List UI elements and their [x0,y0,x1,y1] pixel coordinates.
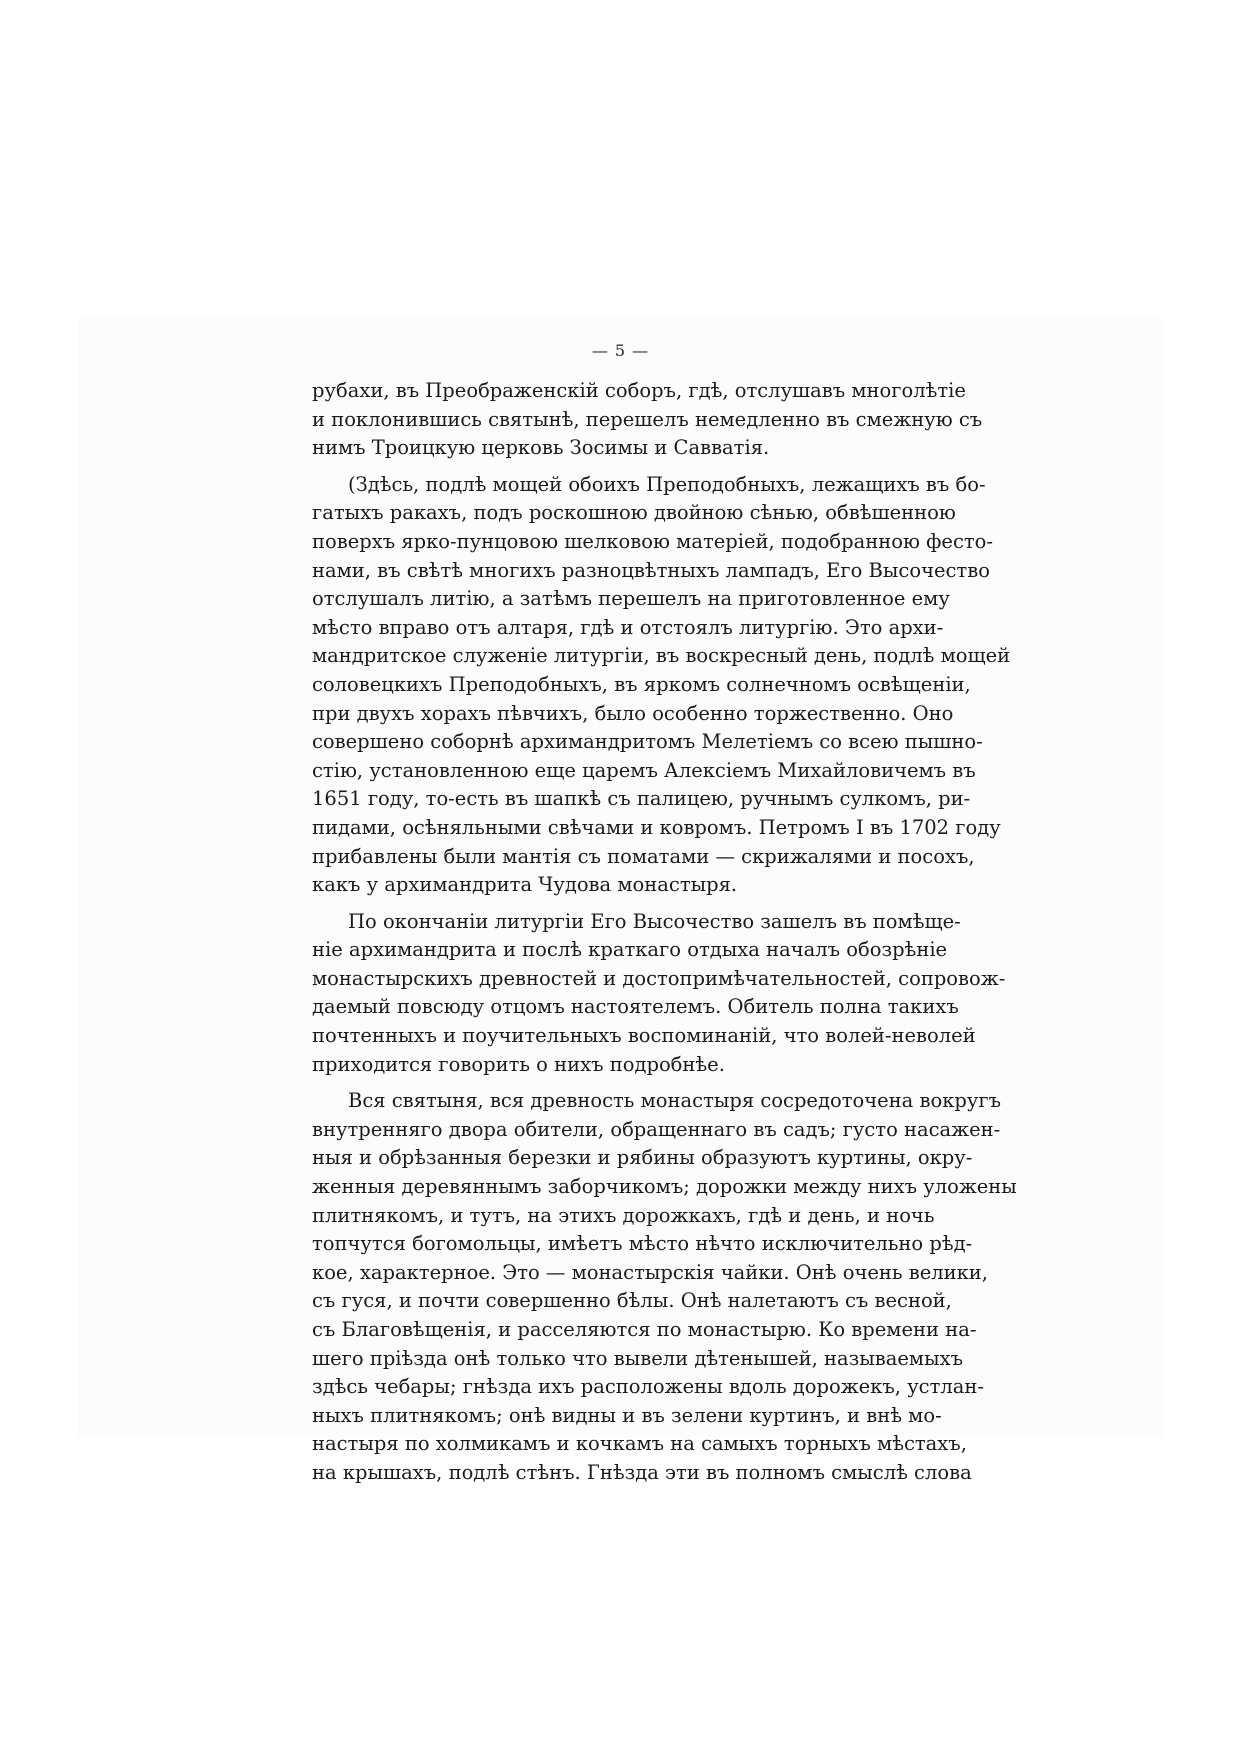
text-line: ніе архимандрита и послѣ краткаго отдыха началъ обозрѣніе [312,938,948,962]
paragraph [312,377,983,463]
text-line: ныя и обрѣзанныя березки и рябины образуютъ куртины, окру- [312,1146,973,1170]
text-line: ныхъ плитнякомъ; онѣ видны и въ зелени куртинъ, и внѣ мо- [312,1403,942,1427]
body-text [312,377,1017,1488]
text-line: почтенныхъ и поучительныхъ воспоминаній, что волей-неволей [312,1024,976,1048]
paragraph [312,908,1006,1080]
text-line: совершено соборнѣ архимандритомъ Мелетіемъ со всею пышно- [312,730,983,754]
text-line: прибавлены были мантія съ поматами — скрижалями и посохъ, [312,844,975,868]
text-line: 1651 году, то-есть въ шапкѣ съ палицею, ручнымъ сулкомъ, ри- [312,787,971,811]
text-line: поверхъ ярко-пунцовою шелковою матеріей, подобранною фесто- [312,529,994,553]
text-line: плитнякомъ, и тутъ, на этихъ дорожкахъ, гдѣ и день, и ночь [312,1203,935,1227]
text-line: и поклонившись святынѣ, перешелъ немедленно въ смежную съ [312,407,983,431]
text-line: на крышахъ, подлѣ стѣнъ. Гнѣзда эти въ полномъ смыслѣ слова [312,1460,972,1484]
text-line: Вся святыня, вся древность монастыря сосредоточена вокругъ [348,1089,1001,1113]
text-line: пидами, осѣняльными свѣчами и ковромъ. Петромъ I въ 1702 году [312,815,1001,839]
text-line: съ Благовѣщенія, и расселяются по монастырю. Ко времени на- [312,1318,977,1341]
text-line: мѣсто вправо отъ алтаря, гдѣ и отстоялъ литургію. Это архи- [312,615,944,639]
text-line: здѣсь чебары; гнѣзда ихъ расположены вдоль дорожекъ, устлан- [312,1375,984,1399]
text-line: шего пріѣзда онѣ только что вывели дѣтенышей, называемыхъ [312,1346,964,1370]
text-line: По окончаніи литургіи Его Высочество зашелъ въ помѣще- [348,909,961,933]
text-line: рубахи, въ Преображенскій соборъ, гдѣ, отслушавъ многолѣтіе [312,379,966,402]
text-line: нимъ Троицкую церковь Зосимы и Савватія. [312,436,770,460]
text-line: нами, въ свѣтѣ многихъ разноцвѣтныхъ лампадъ, Его Высочество [312,558,990,582]
text-line: соловецкихъ Преподобныхъ, въ яркомъ солнечномъ освѣщеніи, [312,672,971,696]
paragraph [312,471,1011,900]
text-line: съ гуся, и почти совершенно бѣлы. Онѣ налетаютъ съ весной, [312,1289,952,1313]
text-line: стію, установленною еще царемъ Алексіемъ Михайловичемъ въ [312,758,976,782]
page-number: — 5 — [591,341,650,360]
text-line: гатыхъ ракахъ, подъ роскошною двойною сѣнью, обвѣшенною [312,501,956,525]
text-line: топчутся богомольцы, имѣетъ мѣсто нѣчто исключительно рѣд- [312,1232,973,1256]
text-line: приходится говорить о нихъ подробнѣе. [312,1052,725,1076]
text-line: мандритское служеніе литургіи, въ воскресный день, подлѣ мощей [312,644,1011,668]
text-line: отслушалъ литію, а затѣмъ перешелъ на приготовленное ему [312,587,950,611]
text-line: монастырскихъ древностей и достопримѣчательностей, сопровож- [312,966,1006,990]
paragraph [312,1087,1017,1487]
text-line: внутренняго двора обители, обращеннаго въ садъ; густо насажен- [312,1117,1001,1141]
text-line: кое, характерное. Это — монастырскія чайки. Онѣ очень велики, [312,1260,989,1284]
text-line: женныя деревяннымъ заборчикомъ; дорожки между нихъ уложены [312,1175,1017,1199]
text-line: какъ у архимандрита Чудова монастыря. [312,873,738,897]
text-line: (Здѣсь, подлѣ мощей обоихъ Преподобныхъ, лежащихъ въ бо- [348,472,986,496]
text-line: при двухъ хорахъ пѣвчихъ, было особенно торжественно. Оно [312,701,954,725]
text-line: даемый повсюду отцомъ настоятелемъ. Обитель полна такихъ [312,995,959,1019]
text-line: настыря по холмикамъ и кочкамъ на самыхъ торныхъ мѣстахъ, [312,1432,967,1456]
